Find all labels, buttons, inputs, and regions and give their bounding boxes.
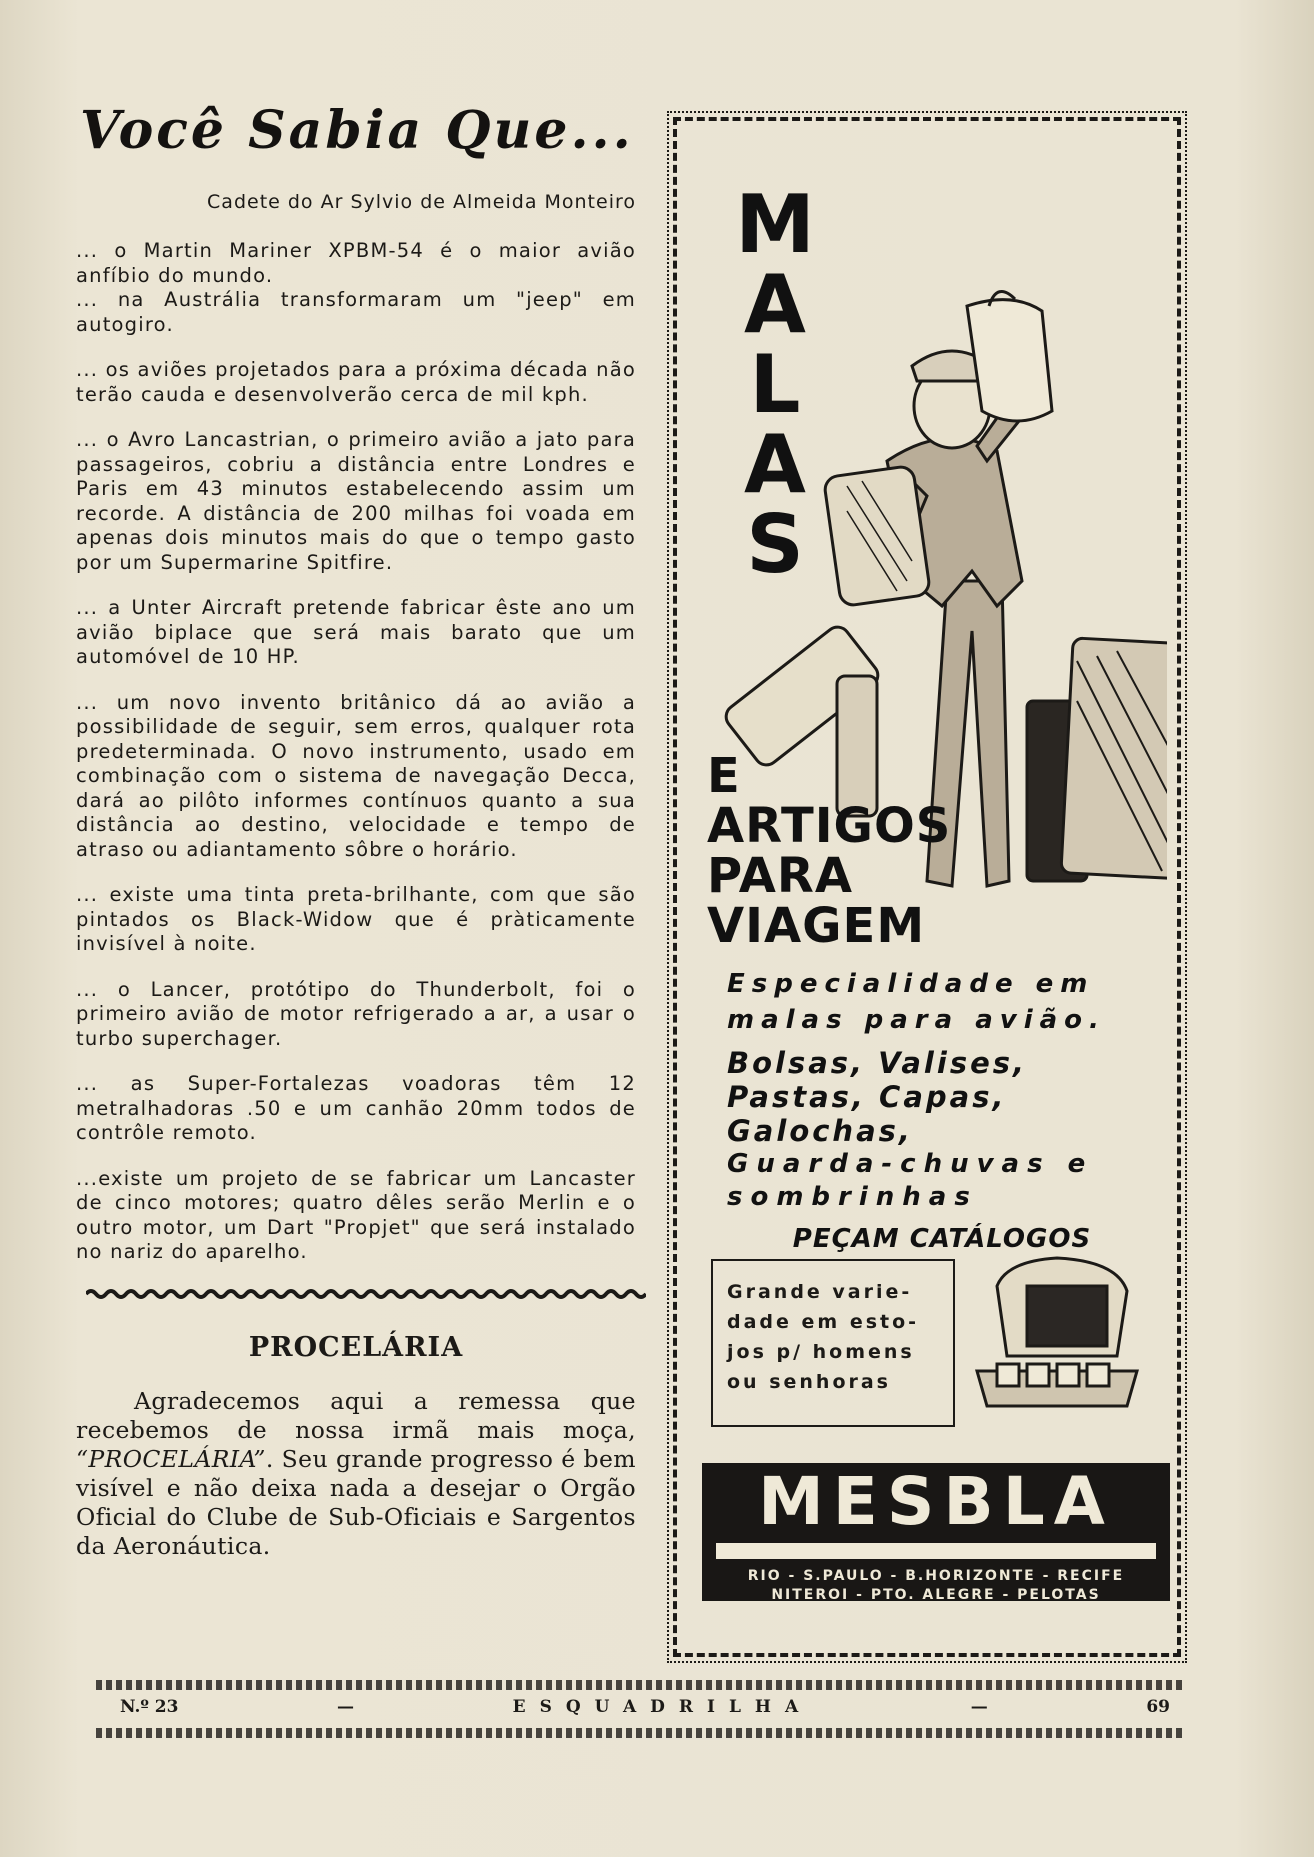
ad-specialties [727,966,1157,1254]
malas-letter: A [744,418,806,511]
page-footer [120,1697,1170,1717]
estojos-line: dade em esto- [727,1311,920,1333]
article-title: Você Sabia Que... [80,100,634,161]
ad-para: PARA [707,848,854,904]
toiletry-case-illustration [967,1246,1147,1426]
facts-list [76,239,636,1265]
fact-item: ... a Unter Aircraft pretende fabricar êste ano um avião biplace que será mais barato que um automóvel de 10 HP. [76,596,636,668]
mesbla-logo-panel [702,1463,1170,1601]
ad-viagem: VIAGEM [707,898,926,954]
fact-item: ... as Super-Fortalezas voadoras têm 12 metralhadoras .50 e um canhão 20mm todos de contrôle remoto. [76,1072,636,1144]
article-byline: Cadete do Ar Sylvio de Almeida Monteiro [207,191,636,213]
estojos-line: Grande varie- [727,1281,913,1303]
fact-item: ... na Austrália transformaram um "jeep" em autogiro. [76,288,636,336]
page-number: 69 [1146,1697,1170,1717]
catalog-callout: PEÇAM CATÁLOGOS [792,1224,1092,1254]
spec-line-1: Especialidade em [727,969,1095,999]
footer-rule-bottom [96,1728,1186,1738]
article-column [76,100,636,1561]
section-title-procelaria: PROCELÁRIA [248,1331,464,1363]
wavy-divider [86,1286,646,1302]
malas-letter: M [735,178,815,271]
malas-vertical-word [735,178,815,591]
fact-item: ... um novo invento britânico dá ao avião a possibilidade de seguir, sem erros, qualquer rota predeterminada. O novo instrumento, usado em combinação com o sistema de navegação Decca, dará ao pilôto informes contínuos quanto a sua distância ao destino, velocidade e tempo de atraso ou adiantamento sôbre o horário. [76,690,636,861]
mesbla-advertisement [673,117,1181,1657]
malas-letter: S [746,498,804,591]
fact-item: ... o Martin Mariner XPBM-54 é o maior avião anfíbio do mundo. [76,239,636,287]
cities-line-1: RIO - S.PAULO - B.HORIZONTE - RECIFE [747,1568,1125,1584]
ad-artigos: ARTIGOS [707,798,952,854]
ad-e: E [707,748,741,804]
footer-rule-top [96,1680,1186,1690]
fact-item: ... o Lancer, protótipo do Thunderbolt, foi o primeiro avião de motor refrigerado a ar, a usar o turbo superchager. [76,977,636,1050]
fact-item: ... os aviões projetados para a próxima década não terão cauda e desenvolverão cerca de mil kph. [76,358,636,406]
procelaria-body [76,1387,636,1561]
spec-items-2: Guarda-chuvas e sombrinhas [727,1149,1094,1212]
brand-bar [716,1543,1156,1559]
spec-items: Bolsas, Valises, Pastas, Capas, Galochas, [727,1046,1028,1148]
procelaria-italic: “PROCELÁRIA” [76,1444,266,1473]
estojos-line: ou senhoras [727,1371,891,1393]
estojos-line: jos p/ homens [727,1341,915,1363]
issue-number: N.º 23 [120,1697,179,1717]
fact-item: ... existe uma tinta preta-brilhante, com que são pintados os Black-Widow que é pràticamente invisível à noite. [76,883,636,955]
malas-letter: L [749,338,801,431]
footer-dash: — [970,1697,988,1717]
brand-name: MESBLA [758,1463,1114,1540]
magazine-name: ESQUADRILHA [512,1697,813,1717]
procelaria-text-2: . Seu grande progresso é bem visível e não deixa nada a desejar o Orgão Oficial do Clube de Sub-Oficiais e Sargentos da Aeronáutica. [76,1444,636,1560]
fact-item: ...existe um projeto de se fabricar um Lancaster de cinco motores; quatro dêles serão Merlin e o outro motor, um Dart "Propjet" que será instalado no nariz do aparelho. [76,1166,636,1263]
malas-letter: A [744,258,806,351]
cities-line-2: NITEROI - PTO. ALEGRE - PELOTAS [771,1587,1101,1603]
artigos-para-viagem [707,748,952,954]
spec-line-2: malas para avião. [727,1005,1106,1035]
procelaria-text-1: Agradecemos aqui a remessa que recebemos de nossa irmã mais moça, [76,1386,636,1444]
estojos-box [711,1259,955,1427]
fact-item: ... o Avro Lancastrian, o primeiro avião a jato para passageiros, cobriu a distância entre Londres e Paris em 43 minutos estabelecendo assim um recorde. A distância de 200 milhas foi voada em apenas dois minutos mais do que o tempo gasto por um Supermarine Spitfire. [76,428,636,574]
footer-dash: — [337,1697,355,1717]
